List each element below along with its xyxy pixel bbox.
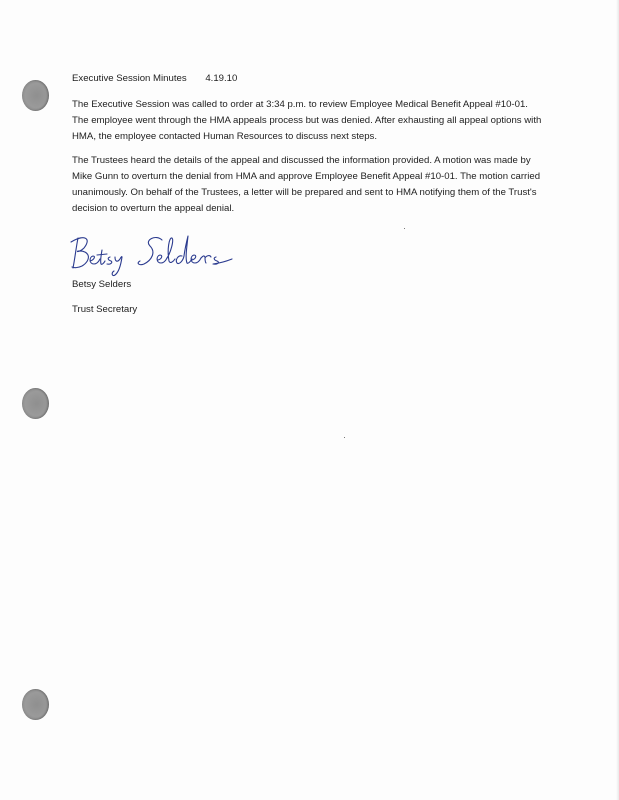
document-date: 4.19.10 <box>205 73 238 84</box>
punch-hole <box>22 689 49 720</box>
signer-name: Betsy Selders <box>72 279 132 290</box>
handwritten-signature <box>66 228 236 278</box>
punch-hole <box>22 388 49 419</box>
paragraph: The Trustees heard the details of the appeal and discussed the information provided. A motion was made by Mike Gunn to overturn the denial from HMA and approve Employee Benefit Appeal #10-01. The motion carried unanimously. On behalf of the Trustees, a letter will be prepared and sent to HMA notifying them of the Trust's decision to overturn the appeal denial. <box>72 155 541 214</box>
punch-hole <box>22 80 49 111</box>
scan-speck <box>404 228 405 229</box>
paragraph: The Executive Session was called to order at 3:34 p.m. to review Employee Medical Benefit Appeal #10-01. The employee went through the HMA appeals process but was denied. After exhausting all appeal options with HMA, the employee contacted Human Resources to discuss next steps. <box>72 99 542 142</box>
signer-title: Trust Secretary <box>72 304 138 315</box>
scan-speck <box>344 437 345 438</box>
document-title: Executive Session Minutes <box>72 73 187 84</box>
document-header <box>72 73 542 84</box>
